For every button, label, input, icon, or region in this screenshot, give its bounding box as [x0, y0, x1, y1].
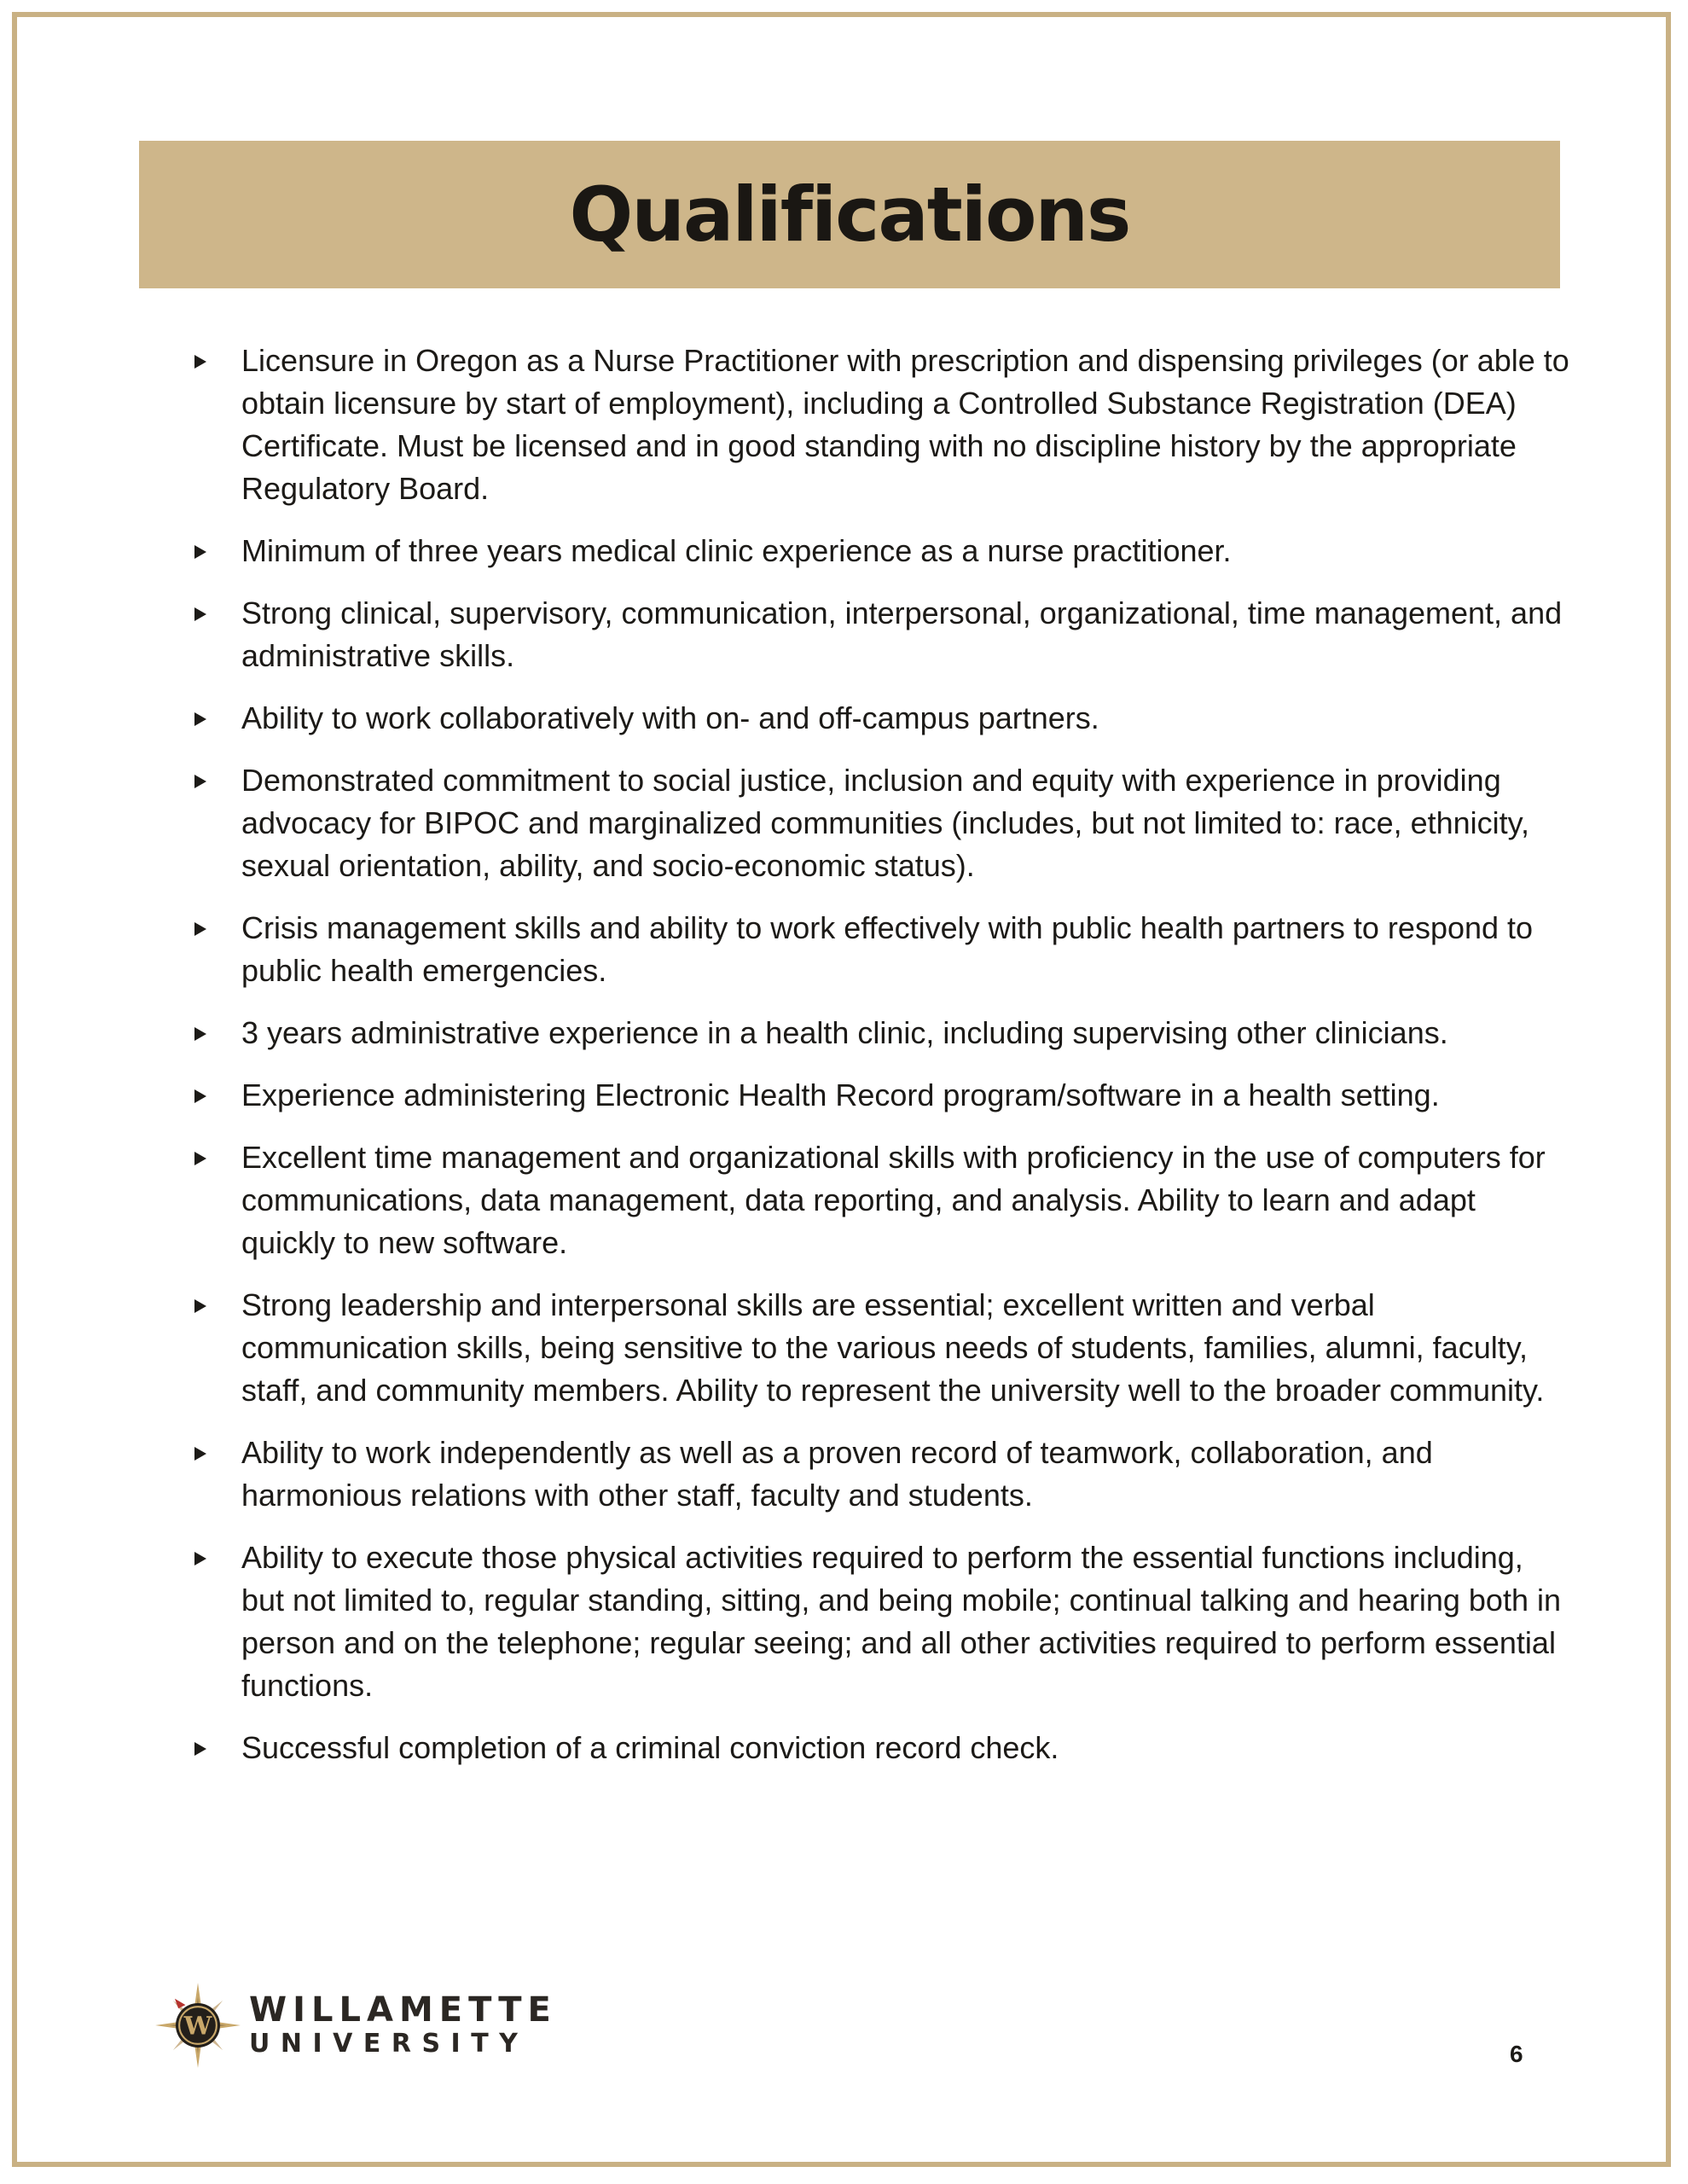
list-item	[188, 697, 1569, 740]
triangle-bullet-icon	[194, 922, 206, 936]
triangle-bullet-icon	[194, 1027, 206, 1041]
list-item-text: Licensure in Oregon as a Nurse Practitioner with prescription and dispensing privileges (or able to obtain licensure by start of employment), including a Controlled Substance Registration (DEA) Certificate. Must be licensed and in good standing with no discipline history by the appropriate Regulatory Board.	[241, 343, 1569, 506]
list-item-text: Successful completion of a criminal conviction record check.	[241, 1730, 1059, 1765]
list-item-text: Crisis management skills and ability to work effectively with public health partners to respond to public health emergencies.	[241, 910, 1534, 988]
list-item-text: Ability to work independently as well as a proven record of teamwork, collaboration, and harmonious relations with other staff, faculty and students.	[241, 1435, 1433, 1513]
qualifications-list	[188, 340, 1569, 1789]
list-item	[188, 592, 1569, 677]
logo-wordmark	[249, 1991, 557, 2059]
logo-mark-letter: W	[183, 2011, 212, 2041]
list-item	[188, 759, 1569, 887]
triangle-bullet-icon	[194, 712, 206, 726]
list-item	[188, 1727, 1569, 1769]
title-banner	[139, 141, 1560, 288]
compass-star-icon	[154, 1981, 242, 2070]
list-item-text: Minimum of three years medical clinic experience as a nurse practitioner.	[241, 533, 1232, 568]
logo-line-willamette: WILLAMETTE	[249, 1990, 557, 2030]
list-item-text: Strong leadership and interpersonal skills are essential; excellent written and verbal communication skills, being sensitive to the various needs of students, families, alumni, faculty, staff, and community members. Ability to represent the university well to the broader community.	[241, 1287, 1545, 1408]
triangle-bullet-icon	[194, 1299, 206, 1313]
list-item-text: Excellent time management and organizational skills with proficiency in the use of computers for communications, data management, data reporting, and analysis. Ability to learn and adapt quickly to new software.	[241, 1140, 1546, 1260]
triangle-bullet-icon	[194, 607, 206, 621]
willamette-logo	[154, 1981, 557, 2070]
list-item	[188, 1284, 1569, 1412]
logo-line-university: UNIVERSITY	[249, 2029, 529, 2059]
list-item-text: Experience administering Electronic Health Record program/software in a health setting.	[241, 1077, 1440, 1112]
page-title: Qualifications	[569, 170, 1130, 258]
triangle-bullet-icon	[194, 355, 206, 369]
list-item	[188, 340, 1569, 510]
triangle-bullet-icon	[194, 545, 206, 559]
list-item	[188, 1012, 1569, 1054]
triangle-bullet-icon	[194, 1742, 206, 1756]
triangle-bullet-icon	[194, 1089, 206, 1103]
list-item	[188, 1536, 1569, 1707]
list-item-text: Demonstrated commitment to social justice, inclusion and equity with experience in providing advocacy for BIPOC and marginalized communities (includes, but not limited to: race, ethnicity, sexual orientation, ability, and socio-economic status).	[241, 763, 1530, 883]
list-item	[188, 1136, 1569, 1264]
page-number: 6	[1510, 2041, 1523, 2067]
triangle-bullet-icon	[194, 1152, 206, 1165]
list-item	[188, 907, 1569, 992]
list-item-text: Ability to execute those physical activities required to perform the essential functions including, but not limited to, regular standing, sitting, and being mobile; continual talking and hearing both in person and on the telephone; regular seeing; and all other activities required to perform essential functions.	[241, 1540, 1561, 1703]
list-item	[188, 1432, 1569, 1517]
list-item-text: Ability to work collaboratively with on- and off-campus partners.	[241, 700, 1099, 735]
list-item-text: Strong clinical, supervisory, communication, interpersonal, organizational, time management, and administrative skills.	[241, 595, 1563, 673]
list-item	[188, 530, 1569, 572]
list-item	[188, 1074, 1569, 1117]
triangle-bullet-icon	[194, 1552, 206, 1565]
triangle-bullet-icon	[194, 1447, 206, 1461]
list-item-text: 3 years administrative experience in a health clinic, including supervising other clinicians.	[241, 1015, 1448, 1050]
triangle-bullet-icon	[194, 775, 206, 788]
